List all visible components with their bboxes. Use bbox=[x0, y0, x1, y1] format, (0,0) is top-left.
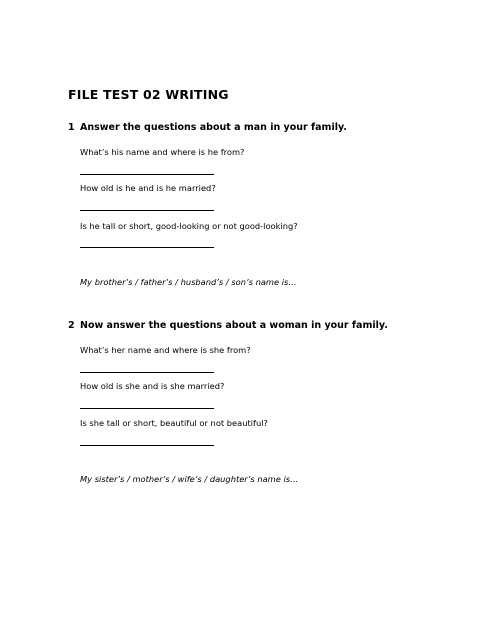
section-1-answer-line-3[interactable] bbox=[80, 247, 214, 248]
section-1-heading-text: Answer the questions about a man in your family. bbox=[80, 122, 347, 133]
section-2-heading-text: Now answer the questions about a woman in your family. bbox=[80, 320, 388, 331]
section-2-heading bbox=[68, 320, 388, 331]
section-1-heading bbox=[68, 122, 347, 133]
section-1-answer-line-2[interactable] bbox=[80, 210, 214, 211]
section-1-number: 1 bbox=[68, 122, 75, 133]
page-title: FILE TEST 02 WRITING bbox=[68, 87, 229, 102]
section-2-answer-line-2[interactable] bbox=[80, 408, 214, 409]
section-2-question-3: Is she tall or short, beautiful or not beautiful? bbox=[80, 418, 268, 428]
section-2-answer-line-3[interactable] bbox=[80, 445, 214, 446]
section-2-answer-line-1[interactable] bbox=[80, 372, 214, 373]
section-2-number: 2 bbox=[68, 320, 75, 331]
section-1-question-1: What’s his name and where is he from? bbox=[80, 147, 245, 157]
section-2-question-2: How old is she and is she married? bbox=[80, 381, 225, 391]
section-1-question-2: How old is he and is he married? bbox=[80, 183, 216, 193]
section-1-writing-prompt: My brother’s / father’s / husband’s / son’s name is… bbox=[80, 277, 297, 287]
section-1-question-3: Is he tall or short, good-looking or not good-looking? bbox=[80, 221, 298, 231]
section-2-question-1: What’s her name and where is she from? bbox=[80, 345, 251, 355]
section-2-writing-prompt: My sister’s / mother’s / wife’s / daughter’s name is… bbox=[80, 474, 299, 484]
section-1-answer-line-1[interactable] bbox=[80, 174, 214, 175]
